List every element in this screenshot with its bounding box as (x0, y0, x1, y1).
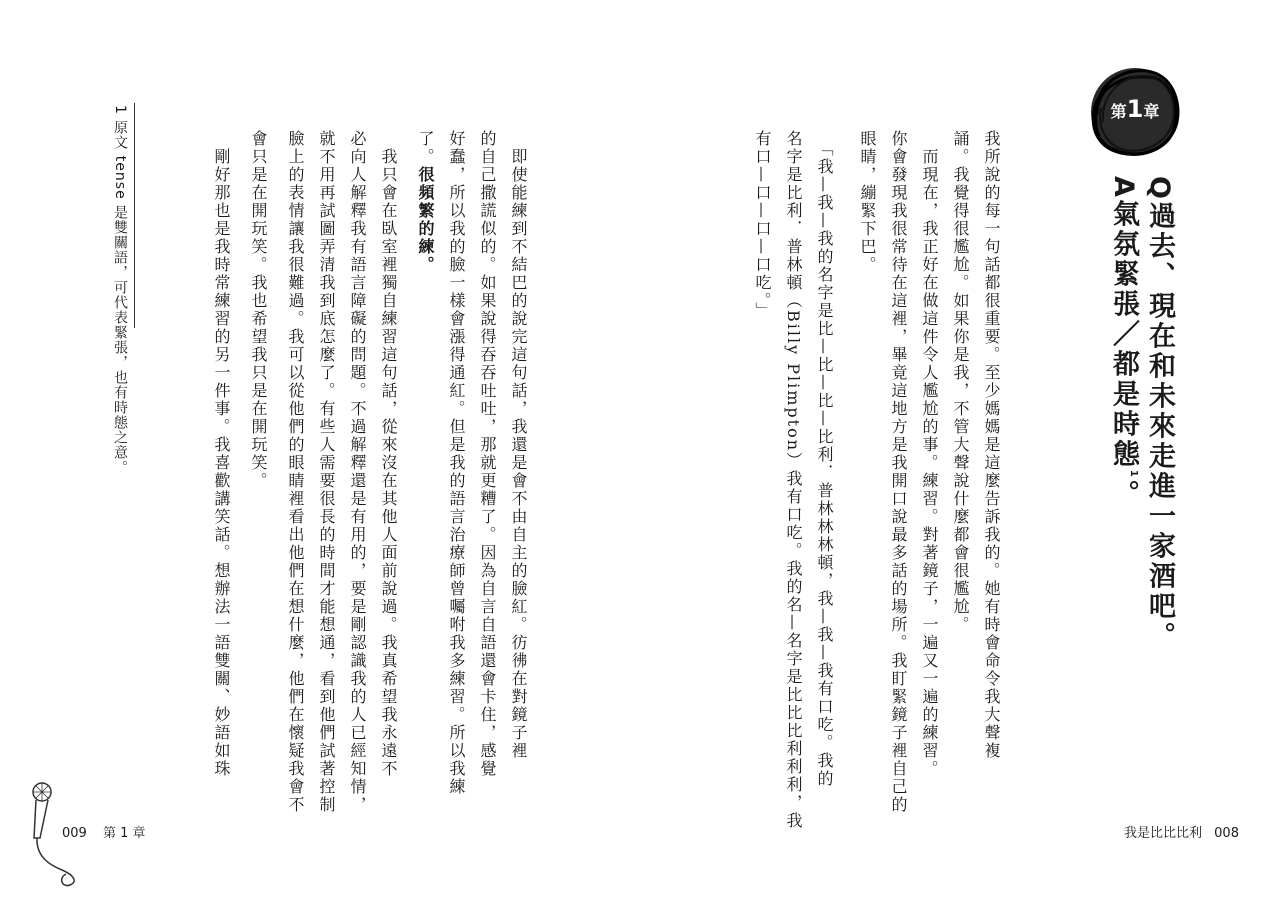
body-column: 我只會在臥室裡獨自練習這句話，從來沒在其他人面前說過。我真希望我永遠不 (379, 130, 398, 778)
running-header: 第 1 章 (102, 826, 146, 841)
running-header: 我是比比比利 (1124, 826, 1203, 841)
body-column: 誦。我覺得很尷尬。如果你是我，不管大聲說什麼都會很尷尬。 (951, 130, 970, 634)
folio-left (62, 822, 146, 841)
page-number: 009 (62, 826, 87, 841)
footnote: 1 原文 tense 是雙關語，可代表緊張，也有時態之意。 (112, 105, 128, 476)
body-column (417, 130, 433, 274)
chapter-badge (1085, 62, 1185, 162)
body-column: 臉上的表情讓我很難過。我可以從他們的眼睛裡看出他們在想什麼，他們在懷疑我會不 (286, 130, 305, 814)
body-column: 你會發現我很常待在這裡，畢竟這地方是我開口說最多話的場所。我盯緊鏡子裡自己的 (889, 130, 908, 814)
body-column: 我所說的每一句話都很重要。至少媽媽是這麼告訴我的。她有時會命令我大聲複 (982, 130, 1001, 760)
body-column: 有口—口—口—口吃。」 (753, 130, 772, 320)
body-column: 的自己撒謊似的。如果說得吞吞吐吐，那就更糟了。因為自言自語還會卡住，感覺 (478, 130, 497, 778)
folio-right (1124, 822, 1239, 841)
body-column: 必向人解釋我有語言障礙的問題。不過解釋還是有用的，要是剛認識我的人已經知情， (348, 130, 367, 814)
body-text: 了。 (416, 130, 435, 166)
body-column: 眼睛，繃緊下巴。 (858, 130, 877, 274)
body-column: 好蠢，所以我的臉一樣會漲得通紅。但是我的語言治療師曾囑咐我多練習。所以我練 (447, 130, 466, 796)
chapter-heading-answer: A氣氛緊張／都是時態$^1$。 (1108, 176, 1139, 510)
body-column: 會只是在開玩笑。我也希望我只是在開玩笑。 (249, 130, 268, 490)
body-column: 「我—我—我的名字是比—比—比—比利．普林林林頓，我—我—我有口吃。我的 (815, 130, 834, 788)
body-column: 即使能練到不結巴的說完這句話，我還是會不由自主的臉紅。彷彿在對鏡子裡 (509, 130, 528, 760)
chapter-badge-label: 第1章 (1110, 95, 1160, 123)
body-column: 名字是比利．普林頓（Billy Plimpton）我有口吃。我的名—名字是比比比利利利，我 (784, 130, 803, 831)
body-column: 剛好那也是我時常練習的另一件事。我喜歡講笑話。想辦法一語雙關、妙語如珠 (212, 130, 231, 778)
page-number: 008 (1214, 826, 1239, 841)
emphasis-text: 很頻繁的練。 (416, 166, 435, 274)
body-column: 就不用再試圖弄清我到底怎麼了。有些人需要很長的時間才能想通，看到他們試著控制 (317, 130, 336, 814)
body-column: 而現在，我正好在做這件令人尷尬的事。練習。對著鏡子，一遍又一遍的練習。 (920, 130, 939, 778)
chapter-heading-question: Q過去、現在和未來走進一家酒吧。 (1144, 176, 1175, 652)
footnote-rule (134, 103, 135, 328)
